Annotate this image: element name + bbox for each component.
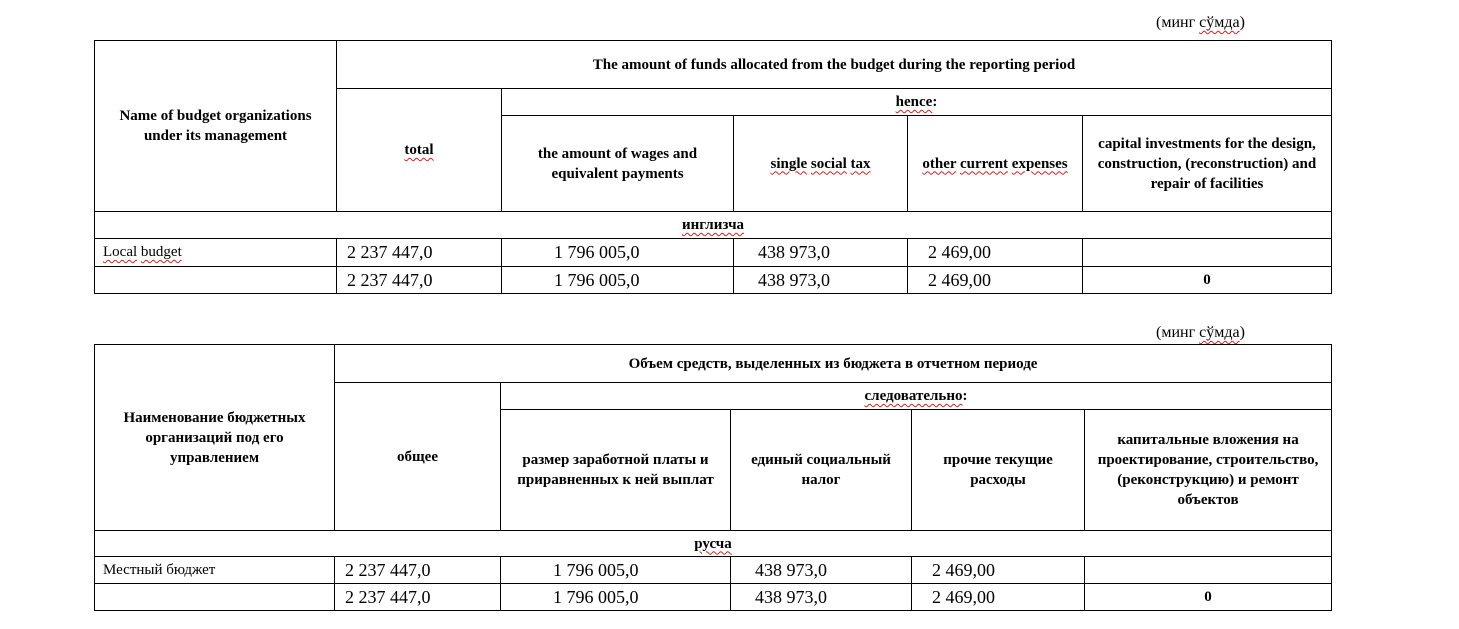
- unit-note-1: [1156, 14, 1245, 32]
- cell-capital: [1085, 557, 1332, 584]
- header-other-expenses: [908, 116, 1083, 212]
- unit-note-word: сўмда: [1199, 324, 1240, 341]
- language-label: русча: [694, 535, 732, 552]
- cell-capital: [1083, 239, 1332, 267]
- language-label: инглизча: [681, 217, 745, 233]
- cell-other: 2 469,00: [912, 557, 1085, 584]
- cell-total: 2 237 447,0: [335, 584, 501, 611]
- row-name-part2: budget: [140, 244, 182, 260]
- language-label-row: [95, 212, 1332, 239]
- table-row: [95, 584, 1332, 611]
- header-hence: [501, 383, 1332, 410]
- cell-wages: 1 796 005,0: [502, 239, 734, 267]
- cell-wages: 1 796 005,0: [501, 557, 731, 584]
- header-other-word1: other: [922, 155, 957, 172]
- header-other-expenses: прочие текущие расходы: [912, 410, 1085, 531]
- unit-note-word: сўмда: [1199, 14, 1240, 31]
- cell-other: 2 469,00: [912, 584, 1085, 611]
- header-capital-investments: капитальные вложения на проектирование, строительство, (реконструкцию) и ремонт объектов: [1085, 410, 1332, 531]
- table-row: [95, 557, 1332, 584]
- table-row: [95, 267, 1332, 294]
- language-label-row: [95, 531, 1332, 557]
- header-tax-word2: social: [810, 155, 847, 172]
- header-hence-colon: :: [932, 94, 938, 110]
- cell-capital: 0: [1085, 584, 1332, 611]
- budget-table-english: [94, 40, 1332, 294]
- header-capital-investments: capital investments for the design, construction, (reconstruction) and repair of facilities: [1083, 116, 1332, 212]
- unit-note-suffix: ): [1239, 324, 1245, 341]
- budget-table-russian: [94, 344, 1332, 611]
- cell-other: 2 469,00: [908, 267, 1083, 294]
- header-total-label: total: [404, 142, 434, 158]
- cell-tax: 438 973,0: [734, 239, 908, 267]
- header-tax-word3: tax: [850, 155, 871, 172]
- unit-note-2: [1156, 324, 1245, 342]
- unit-note-prefix: (минг: [1156, 324, 1200, 341]
- row-name: [95, 267, 337, 294]
- header-hence-word: следовательно: [864, 388, 963, 404]
- header-hence: [502, 89, 1332, 116]
- header-single-social-tax: единый социальный налог: [731, 410, 912, 531]
- header-tax-word1: single: [770, 155, 808, 172]
- cell-tax: 438 973,0: [731, 584, 912, 611]
- cell-capital: 0: [1083, 267, 1332, 294]
- header-organization-name: Наименование бюджетных организаций под его управлением: [95, 345, 335, 531]
- header-total: [337, 89, 502, 212]
- row-name: [95, 239, 337, 267]
- row-name: Местный бюджет: [95, 557, 335, 584]
- header-total: общее: [335, 383, 501, 531]
- table-row: [95, 239, 1332, 267]
- header-wages: размер заработной платы и приравненных к ней выплат: [501, 410, 731, 531]
- row-name: [95, 584, 335, 611]
- cell-other: 2 469,00: [908, 239, 1083, 267]
- cell-wages: 1 796 005,0: [502, 267, 734, 294]
- cell-tax: 438 973,0: [731, 557, 912, 584]
- cell-total: 2 237 447,0: [337, 267, 502, 294]
- header-hence-colon: :: [962, 388, 968, 404]
- cell-tax: 438 973,0: [734, 267, 908, 294]
- header-hence-word: hence: [895, 94, 933, 110]
- unit-note-suffix: ): [1239, 14, 1245, 31]
- header-main-title: The amount of funds allocated from the budget during the reporting period: [337, 41, 1332, 89]
- header-single-social-tax: [734, 116, 908, 212]
- cell-total: 2 237 447,0: [337, 239, 502, 267]
- row-name-part1: Local: [103, 244, 138, 260]
- header-main-title: Объем средств, выделенных из бюджета в отчетном периоде: [335, 345, 1332, 383]
- header-organization-name: Name of budget organizations under its management: [95, 41, 337, 212]
- header-other-word3: expenses: [1011, 155, 1068, 172]
- unit-note-prefix: (минг: [1156, 14, 1200, 31]
- header-other-word2: current: [960, 155, 1009, 172]
- cell-wages: 1 796 005,0: [501, 584, 731, 611]
- header-wages: the amount of wages and equivalent payments: [502, 116, 734, 212]
- cell-total: 2 237 447,0: [335, 557, 501, 584]
